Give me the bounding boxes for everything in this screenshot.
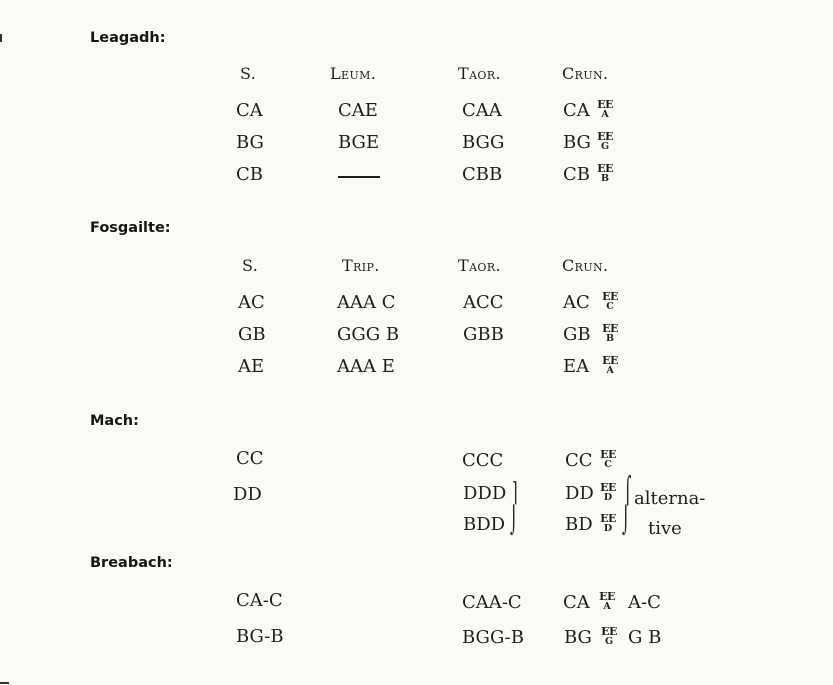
- grace-note-stack: [599, 355, 621, 376]
- grace-notes: EE: [601, 625, 617, 638]
- table-cell: BDD: [463, 514, 506, 535]
- column-header: Crun.: [562, 64, 609, 83]
- grace-notes: EE: [599, 590, 615, 603]
- column-header: S.: [242, 256, 259, 275]
- table-cell: CA-C: [236, 590, 283, 611]
- dash-placeholder: [338, 176, 380, 178]
- grace-note-stack: [594, 131, 616, 152]
- table-cell: CA: [236, 100, 263, 121]
- grace-note-stack: [594, 163, 616, 184]
- table-cell: CAA-C: [462, 592, 522, 613]
- grace-note-stack: [596, 591, 618, 612]
- table-cell: CC: [565, 450, 593, 471]
- table-cell: AC: [563, 292, 590, 313]
- table-cell: DD: [565, 483, 594, 504]
- grace-note-sub: G: [604, 636, 614, 647]
- table-cell: AAA E: [337, 356, 395, 377]
- table-cell: BGE: [338, 132, 380, 153]
- table-cell: CA: [563, 100, 590, 121]
- brace-bracket-icon: ⌠: [624, 476, 632, 506]
- grace-note-sub: D: [603, 492, 613, 503]
- section-heading-breabach: Breabach:: [90, 555, 173, 571]
- grace-notes: EE: [602, 290, 618, 303]
- brace-left-icon: ⌡: [510, 506, 518, 536]
- grace-note-stack: [594, 99, 616, 120]
- table-cell: AC: [238, 292, 265, 313]
- table-cell: DD: [233, 484, 262, 505]
- table-cell: BG-B: [236, 626, 284, 647]
- table-cell: BG: [236, 132, 264, 153]
- table-cell: GGG B: [337, 324, 400, 345]
- grace-note-stack: [598, 626, 620, 647]
- table-cell: CC: [236, 448, 264, 469]
- grace-note-sub: A: [601, 109, 609, 120]
- table-cell: ACC: [463, 292, 504, 313]
- grace-note-sub: G: [600, 141, 610, 152]
- table-cell: CB: [236, 164, 263, 185]
- grace-notes: EE: [602, 354, 618, 367]
- grace-note-stack: [597, 449, 619, 470]
- table-cell: CBB: [462, 164, 503, 185]
- table-cell: BG: [564, 627, 592, 648]
- grace-notes: EE: [597, 130, 613, 143]
- column-header: Leum.: [330, 64, 377, 83]
- grace-note-sub: C: [604, 459, 612, 470]
- margin-mark: [0, 34, 2, 42]
- grace-note-sub: A: [603, 601, 611, 612]
- table-cell: G B: [628, 627, 662, 648]
- grace-note-sub: C: [606, 301, 614, 312]
- grace-note-sub: D: [603, 523, 613, 534]
- column-header: S.: [240, 64, 257, 83]
- table-cell: BGG: [462, 132, 505, 153]
- table-cell: GB: [238, 324, 266, 345]
- alternative-note-line1: alterna-: [634, 488, 706, 509]
- table-cell: GBB: [463, 324, 504, 345]
- table-cell: AAA C: [337, 292, 396, 313]
- grace-notes: EE: [600, 512, 616, 525]
- table-cell: CCC: [462, 450, 504, 471]
- grace-note-stack: [599, 291, 621, 312]
- table-cell: BGG-B: [462, 627, 524, 648]
- grace-note-sub: B: [605, 333, 615, 344]
- column-header: Trip.: [342, 256, 380, 275]
- table-cell: CB: [563, 164, 590, 185]
- grace-notes: EE: [600, 448, 616, 461]
- table-cell: DDD: [463, 483, 507, 504]
- table-cell: A-C: [628, 592, 661, 613]
- grace-notes: EE: [597, 162, 613, 175]
- table-cell: EA: [563, 356, 590, 377]
- table-cell: CAE: [338, 100, 378, 121]
- grace-note-stack: [597, 513, 619, 534]
- margin-mark: [0, 682, 9, 684]
- column-header: Taor.: [458, 256, 502, 275]
- alternative-note-line2: tive: [648, 518, 682, 539]
- grace-note-sub: B: [600, 173, 610, 184]
- brace-bracket-icon: ⌡: [622, 506, 630, 536]
- table-cell: BG: [563, 132, 591, 153]
- table-cell: AE: [238, 356, 265, 377]
- table-cell: BD: [565, 514, 593, 535]
- brace-right-icon: ⌉: [512, 478, 518, 508]
- section-heading-leagadh: Leagadh:: [90, 30, 166, 46]
- grace-note-sub: A: [606, 365, 614, 376]
- grace-notes: EE: [597, 98, 613, 111]
- grace-note-stack: [599, 323, 621, 344]
- table-cell: CAA: [462, 100, 502, 121]
- section-heading-mach: Mach:: [90, 413, 139, 429]
- grace-note-stack: [597, 482, 619, 503]
- column-header: Crun.: [562, 256, 609, 275]
- section-heading-fosgailte: Fosgailte:: [90, 220, 171, 236]
- table-cell: CA: [563, 592, 590, 613]
- grace-notes: EE: [602, 322, 618, 335]
- table-cell: GB: [563, 324, 591, 345]
- column-header: Taor.: [458, 64, 502, 83]
- grace-notes: EE: [600, 481, 616, 494]
